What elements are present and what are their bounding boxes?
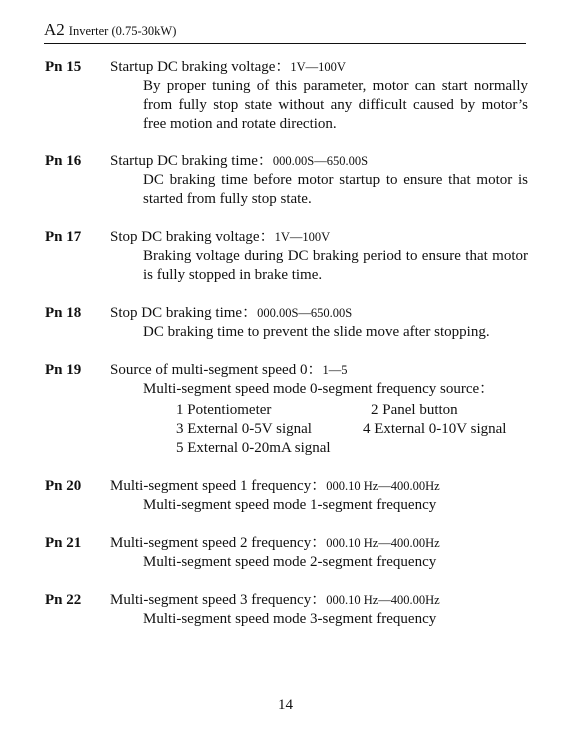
param-description: Multi-segment speed mode 1-segment frequency bbox=[143, 497, 437, 513]
param-range: 000.00S—650.00S bbox=[272, 154, 369, 168]
param-title bbox=[110, 304, 352, 323]
param-title-text: Stop DC braking voltage： bbox=[110, 229, 275, 245]
param-title bbox=[110, 228, 330, 247]
param-range: 1V—100V bbox=[274, 230, 331, 244]
param-description: By proper tuning of this parameter, motor can start normally from fully stop state without any difficult caused by motor’s free motion and rotate direction. bbox=[143, 78, 528, 132]
param-title bbox=[110, 534, 440, 553]
param-code: Pn 22 bbox=[45, 592, 82, 608]
param-title bbox=[110, 591, 440, 610]
param-range: 000.10 Hz—400.00Hz bbox=[326, 536, 440, 550]
param-code: Pn 15 bbox=[45, 59, 82, 75]
param-range: 000.00S—650.00S bbox=[257, 306, 353, 320]
param-title-text: Multi-segment speed 1 frequency： bbox=[110, 478, 327, 494]
param-title bbox=[110, 152, 368, 171]
param-range: 000.10 Hz—400.00Hz bbox=[326, 593, 440, 607]
option-item: 3 External 0-5V signal bbox=[176, 421, 312, 437]
param-title-text: Startup DC braking time： bbox=[110, 153, 273, 169]
param-description: Multi-segment speed mode 2-segment frequency bbox=[143, 554, 437, 570]
param-range: 1V—100V bbox=[290, 60, 346, 74]
param-description: Multi-segment speed mode 3-segment frequency bbox=[143, 611, 437, 627]
param-description: DC braking time to prevent the slide move after stopping. bbox=[143, 324, 490, 340]
param-code: Pn 20 bbox=[45, 478, 82, 494]
param-code: Pn 18 bbox=[45, 305, 82, 321]
page-header bbox=[44, 20, 526, 44]
param-range: 1—5 bbox=[322, 363, 348, 377]
param-code: Pn 19 bbox=[45, 362, 82, 378]
param-code: Pn 21 bbox=[45, 535, 82, 551]
param-title-text: Multi-segment speed 2 frequency： bbox=[110, 535, 327, 551]
param-code: Pn 17 bbox=[45, 229, 82, 245]
option-item: 1 Potentiometer bbox=[176, 402, 272, 418]
param-range: 000.10 Hz—400.00Hz bbox=[326, 479, 440, 493]
param-title bbox=[110, 361, 347, 380]
option-item: 5 External 0-20mA signal bbox=[176, 440, 331, 456]
param-description: DC braking time before motor startup to ensure that motor is started from fully stop state. bbox=[143, 172, 528, 207]
param-title bbox=[110, 58, 346, 77]
param-title-text: Startup DC braking voltage： bbox=[110, 59, 291, 75]
param-title-text: Source of multi-segment speed 0： bbox=[110, 362, 323, 378]
param-description: Multi-segment speed mode 0-segment frequency source： bbox=[143, 381, 495, 397]
header-subtitle: Inverter (0.75-30kW) bbox=[68, 24, 177, 38]
option-item: 4 External 0-10V signal bbox=[363, 421, 507, 437]
param-description: Braking voltage during DC braking period to ensure that motor is fully stopped in brake time. bbox=[143, 248, 528, 283]
param-title-text: Stop DC braking time： bbox=[110, 305, 258, 321]
param-title bbox=[110, 477, 440, 496]
model-name: A2 bbox=[44, 20, 65, 39]
param-code: Pn 16 bbox=[45, 153, 82, 169]
option-item: 2 Panel button bbox=[371, 402, 458, 418]
param-title-text: Multi-segment speed 3 frequency： bbox=[110, 592, 327, 608]
page-number: 14 bbox=[278, 697, 293, 713]
